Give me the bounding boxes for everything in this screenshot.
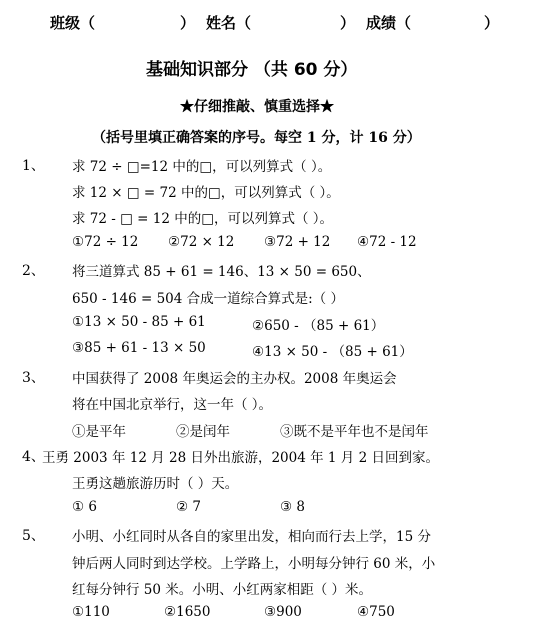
name-close: ） — [340, 14, 356, 32]
question-line: 小明、小红同时从各自的家里出发，相向而行去上学，15 分 — [72, 529, 431, 545]
question-line: 中国获得了 2008 年奥运会的主办权。2008 年奥运会 — [72, 371, 397, 387]
question-line: 将在中国北京举行，这一年（ ）。 — [72, 397, 273, 413]
option: ④13 × 50 - （85 + 61） — [252, 344, 413, 360]
score-label: 成绩（ — [366, 14, 412, 32]
question-line: 求 72 ÷ □=12 中的□，可以列算式（ ）。 — [72, 159, 332, 175]
option: ③既不是平年也不是闰年 — [280, 424, 429, 440]
score-close: ） — [484, 14, 500, 32]
option: ④72 - 12 — [357, 234, 417, 250]
option: ②650 - （85 + 61） — [252, 318, 385, 334]
question-line: 钟后两人同时到达学校。上学路上，小明每分钟行 60 米，小 — [72, 556, 436, 572]
question-line: 王勇 2003 年 12 月 28 日外出旅游，2004 年 1 月 2 日回到家。 — [42, 450, 439, 466]
option: ③85 + 61 - 13 × 50 — [72, 340, 206, 356]
question-number: 5、 — [22, 528, 45, 544]
option: ③900 — [264, 604, 302, 620]
option: ②是闰年 — [176, 424, 230, 440]
question-line: 求 12 × □ = 72 中的□，可以列算式（ ）。 — [72, 185, 340, 201]
option: ①72 ÷ 12 — [72, 234, 139, 250]
option: ①13 × 50 - 85 + 61 — [72, 314, 206, 330]
question-number: 1、 — [22, 158, 45, 174]
question-number: 3、 — [22, 370, 45, 386]
instructions: （括号里填正确答案的序号。每空 1 分，计 16 分） — [92, 130, 421, 146]
option: ①是平年 — [72, 424, 126, 440]
question-line: 王勇这趟旅游历时（ ）天。 — [72, 476, 239, 492]
option: ② 7 — [176, 499, 201, 515]
question-line: 红每分钟行 50 米。小明、小红两家相距（ ）米。 — [72, 582, 373, 598]
option: ②1650 — [164, 604, 211, 620]
class-label: 班级（ — [50, 14, 96, 32]
question-line: 求 72 - □ = 12 中的□，可以列算式（ ）。 — [72, 211, 334, 227]
option: ②72 × 12 — [168, 234, 235, 250]
option: ④750 — [357, 604, 395, 620]
option: ① 6 — [72, 499, 97, 515]
option: ①110 — [72, 604, 110, 620]
question-number: 2、 — [22, 263, 45, 279]
question-number: 4、 — [22, 449, 45, 465]
question-line: 将三道算式 85 + 61 = 146、13 × 50 = 650、 — [72, 264, 371, 280]
section-heading: ★仔细推敲、慎重选择★ — [180, 99, 334, 115]
question-line: 650 - 146 = 504 合成一道综合算式是:（ ） — [72, 291, 344, 307]
page-title: 基础知识部分 （共 60 分） — [146, 60, 358, 80]
option: ③ 8 — [280, 499, 305, 515]
option: ③72 + 12 — [264, 234, 331, 250]
class-close: ） — [180, 14, 196, 32]
name-label: 姓名（ — [206, 14, 252, 32]
